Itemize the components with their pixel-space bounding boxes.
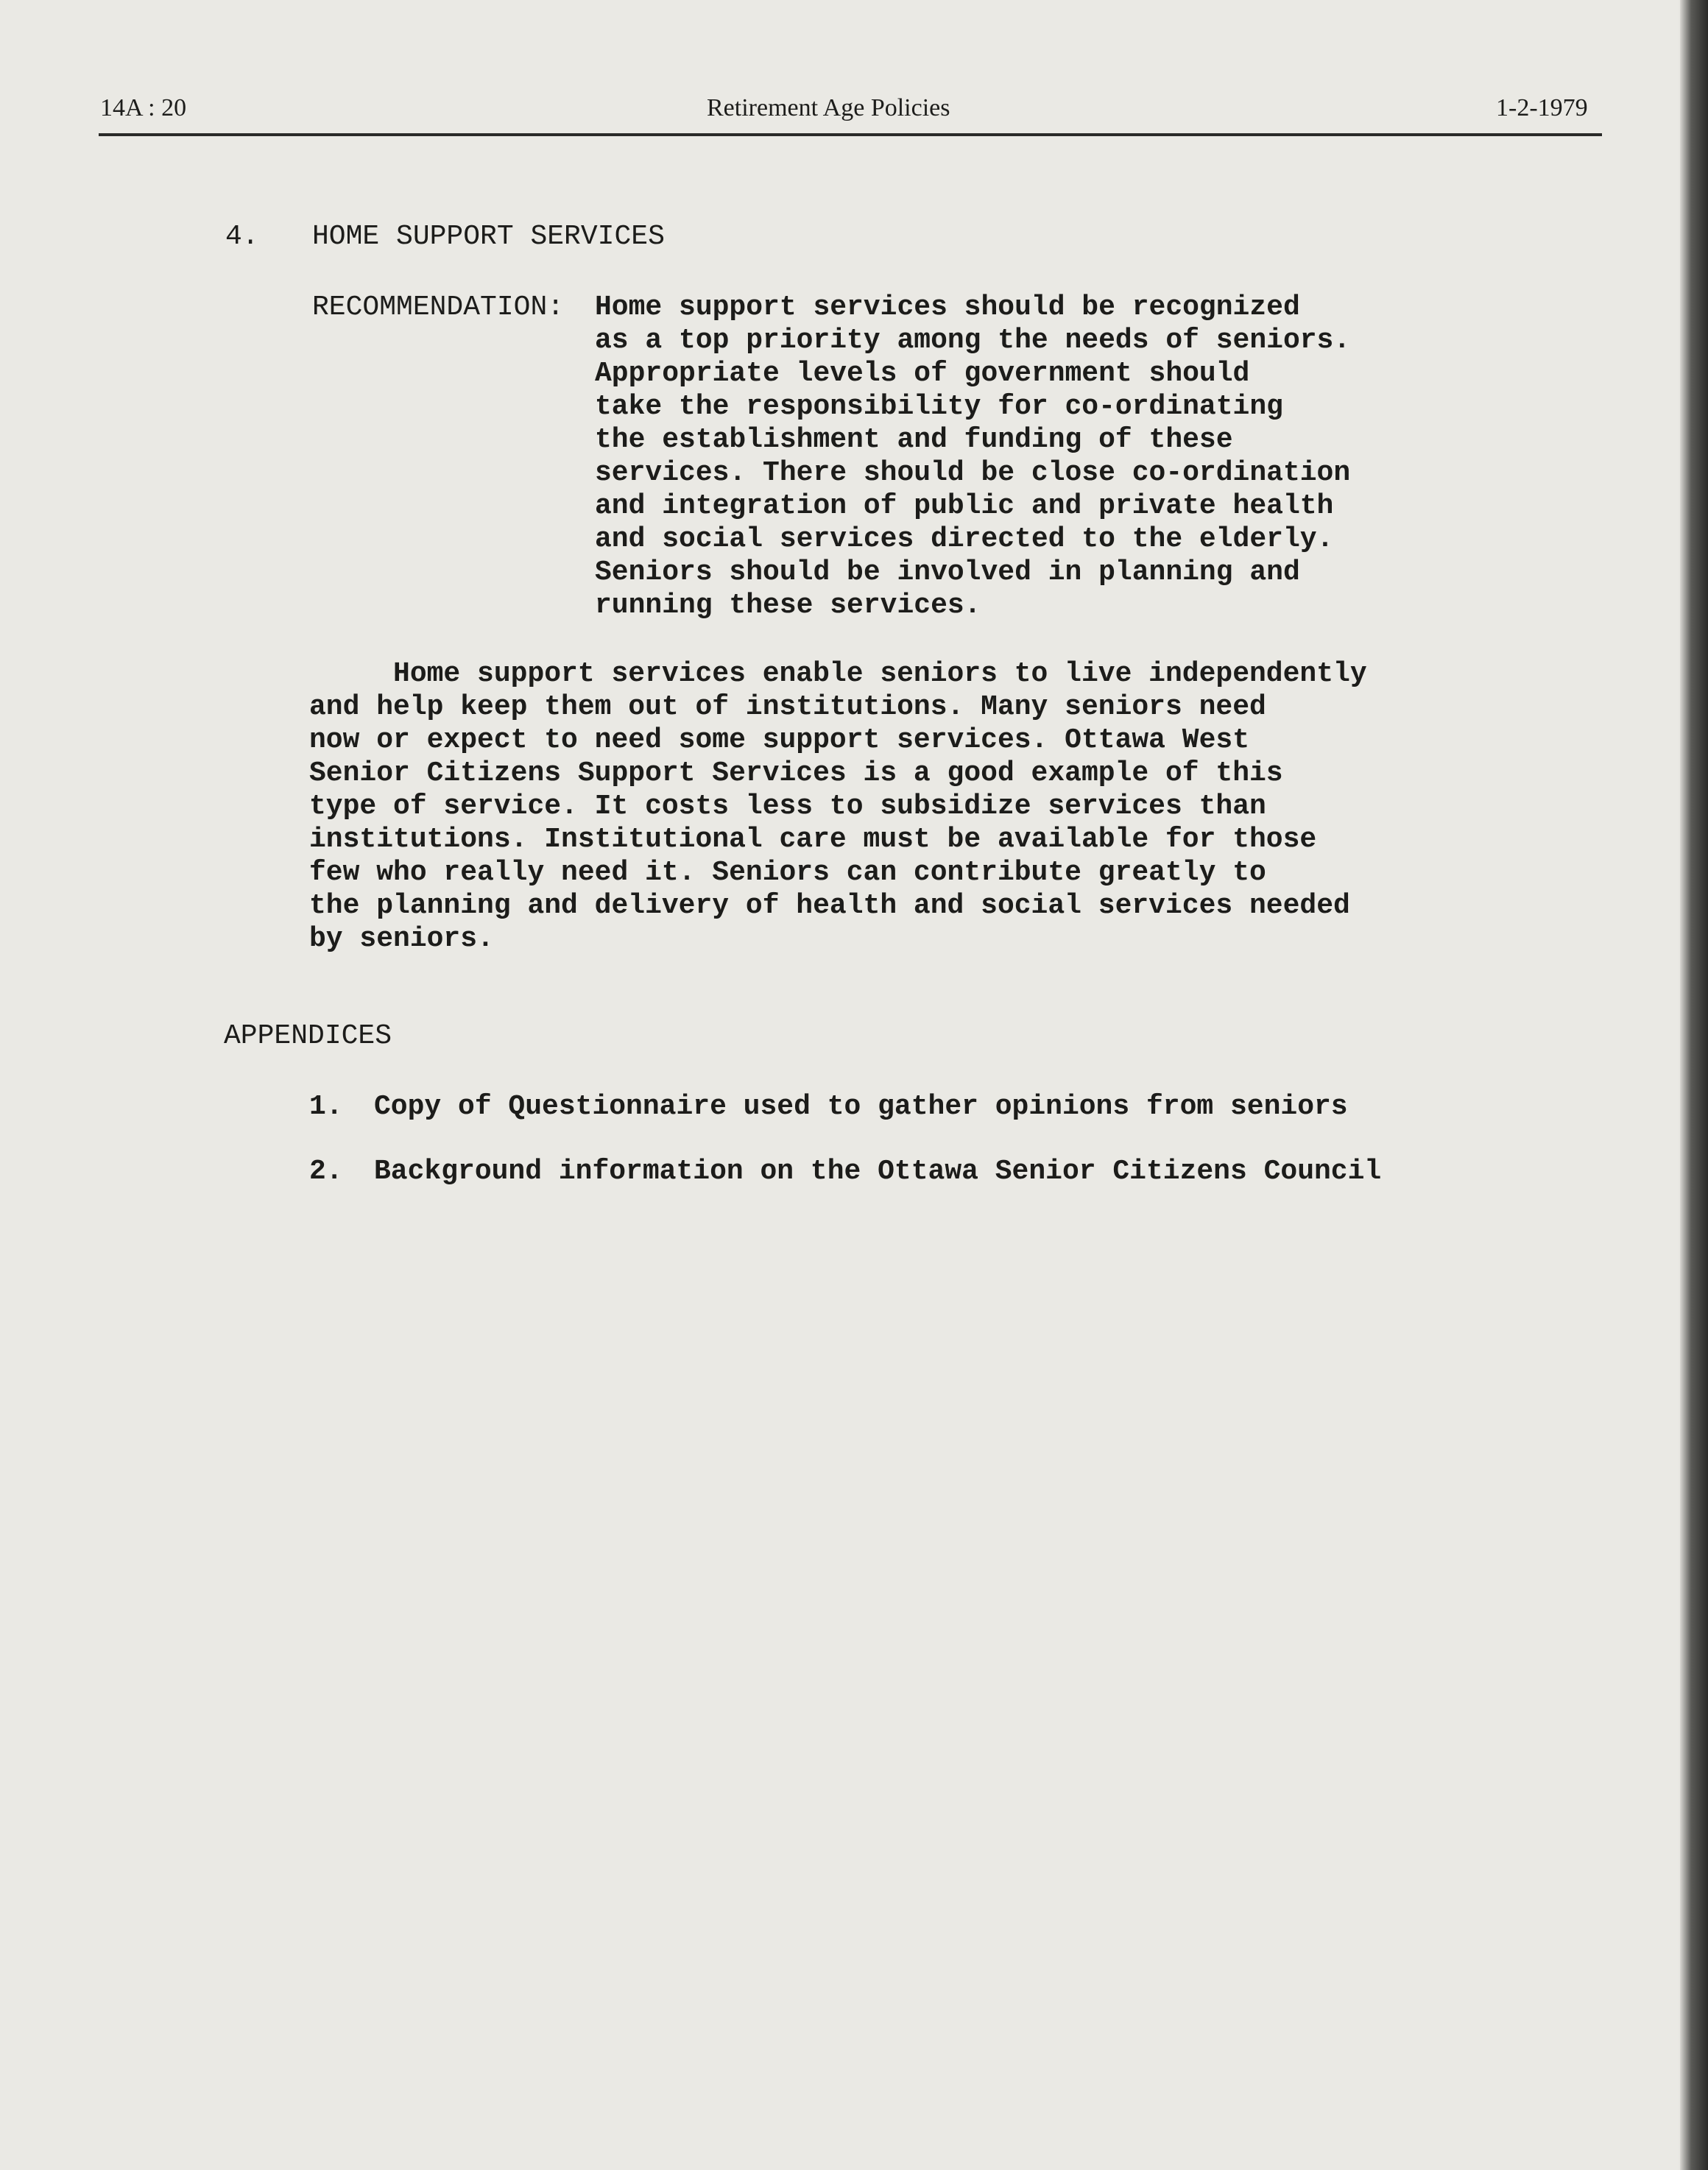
paragraph-line: and help keep them out of institutions. Many seniors need xyxy=(309,691,1266,723)
paragraph-line: now or expect to need some support services. Ottawa West xyxy=(309,724,1250,756)
recommendation-line: the establishment and funding of these xyxy=(595,424,1233,456)
appendix-text: Copy of Questionnaire used to gather opinions from seniors xyxy=(374,1091,1348,1123)
paragraph-line: type of service. It costs less to subsidize services than xyxy=(309,791,1266,822)
appendix-number: 2. xyxy=(309,1156,343,1187)
header-page-number: 14A : 20 xyxy=(100,94,187,121)
recommendation-line: as a top priority among the needs of seniors. xyxy=(595,325,1351,356)
header-date: 1-2-1979 xyxy=(1496,94,1588,121)
paragraph-line: Senior Citizens Support Services is a good example of this xyxy=(309,757,1283,789)
header-title: Retirement Age Policies xyxy=(707,94,950,121)
recommendation-line: Appropriate levels of government should xyxy=(595,358,1250,389)
page-binding-edge xyxy=(1680,0,1708,2170)
recommendation-label: RECOMMENDATION: xyxy=(312,291,565,323)
section-number: 4. xyxy=(225,221,259,252)
appendix-text: Background information on the Ottawa Senior Citizens Council xyxy=(374,1156,1382,1187)
recommendation-line: services. There should be close co-ordination xyxy=(595,457,1351,489)
section-title: HOME SUPPORT SERVICES xyxy=(312,221,665,252)
recommendation-line: take the responsibility for co-ordinating xyxy=(595,391,1283,423)
appendices-heading: APPENDICES xyxy=(224,1020,392,1052)
appendix-number: 1. xyxy=(309,1091,343,1123)
recommendation-line: and social services directed to the elderly. xyxy=(595,523,1334,555)
recommendation-line: Home support services should be recognized xyxy=(595,291,1300,323)
header-rule xyxy=(99,133,1602,136)
paragraph-line: few who really need it. Seniors can contribute greatly to xyxy=(309,857,1266,888)
recommendation-line: and integration of public and private health xyxy=(595,490,1334,522)
paragraph-line: the planning and delivery of health and social services needed xyxy=(309,890,1350,922)
recommendation-line: Seniors should be involved in planning and xyxy=(595,556,1300,588)
paragraph-line: Home support services enable seniors to live independently xyxy=(309,658,1367,690)
paragraph-line: by seniors. xyxy=(309,923,494,955)
recommendation-line: running these services. xyxy=(595,590,981,621)
paragraph-line: institutions. Institutional care must be available for those xyxy=(309,824,1317,855)
